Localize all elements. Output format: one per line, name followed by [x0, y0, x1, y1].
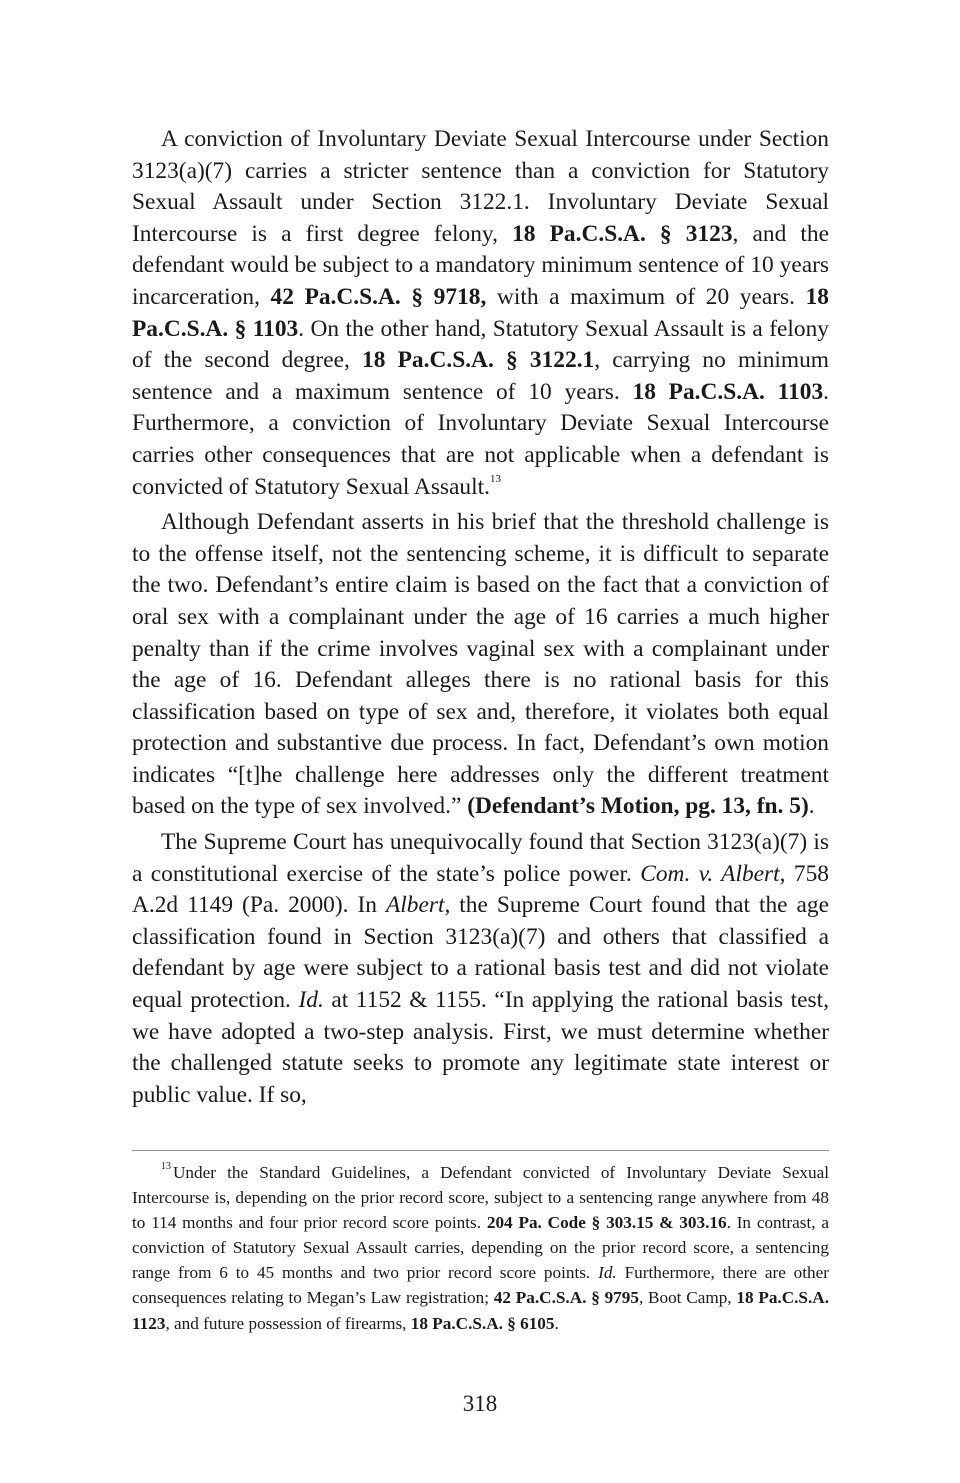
citation-bold: 18 Pa.C.S.A. 1123: [132, 1288, 829, 1333]
text-run: .: [554, 1313, 559, 1333]
paragraph-supreme-court: [132, 827, 829, 1111]
text-run: A conviction of Involuntary Deviate Sexual Intercourse under Section 3123(a)(7) carries a stricter sentence than a conviction for Statutory Sexual Assault under Section 3122.1. Involuntary Deviate Sexual Intercourse is a first degree felony,: [132, 126, 829, 247]
text-run: , Boot Camp,: [638, 1288, 737, 1308]
paragraph-sentencing-comparison: [132, 124, 829, 503]
text-run: Under the Standard Guidelines, a Defendant convicted of Involuntary Deviate Sexual Intercourse is, depending on the prior record score, subject to a sentencing range anywhere from 48 to 114 months and four prior record score points.: [132, 1163, 829, 1233]
citation-bold: 18 Pa.C.S.A. § 1103: [132, 283, 829, 342]
footnote-13: [132, 1160, 829, 1336]
footnote-divider: [132, 1150, 829, 1151]
case-name-italic: Id.: [298, 987, 324, 1014]
text-run: . On the other hand, Statutory Sexual Assault is a felony of the second degree,: [132, 315, 829, 374]
text-run: Furthermore, there are other consequences relating to Megan’s Law registration;: [132, 1263, 829, 1308]
text-run: with a maximum of 20 years.: [486, 283, 806, 310]
text-run: , 758 A.2d 1149 (Pa. 2000). In: [132, 860, 829, 919]
citation-bold: 18 Pa.C.S.A. § 3123: [512, 220, 733, 247]
case-name-italic: Id.: [598, 1263, 617, 1283]
main-text: [132, 124, 829, 1115]
text-run: . In contrast, a conviction of Statutory Sexual Assault carries, depending on the prior record score, a sentencing range from 6 to 45 months and two prior record score points.: [132, 1213, 829, 1283]
text-run: The Supreme Court has unequivocally found that Section 3123(a)(7) is a constitutional exercise of the state’s police power.: [132, 829, 829, 887]
case-name-italic: Albert: [385, 892, 445, 919]
citation-bold: 18 Pa.C.S.A. § 3122.1: [362, 347, 595, 374]
citation-bold: 42 Pa.C.S.A. § 9795: [493, 1288, 639, 1308]
text-run: .: [808, 793, 815, 820]
text-run: , the Supreme Court found that the age classification found in Section 3123(a)(7) and others that classified a defendant by age were subject to a rational basis test and did not violate equal protection.: [132, 892, 829, 1014]
citation-bold: 18 Pa.C.S.A. § 6105: [410, 1313, 555, 1333]
text-run: at 1152 & 1155. “In applying the rational basis test, we have adopted a two-step analysis. First, we must determine whether the challenged statute seeks to promote any legitimate state interest or public value. If so,: [132, 987, 829, 1108]
text-run: , and the defendant would be subject to a mandatory minimum sentence of 10 years incarceration,: [132, 220, 829, 310]
page-number: 318: [462, 1391, 498, 1416]
paragraph-threshold-challenge: [132, 507, 829, 823]
text-run: . Furthermore, a conviction of Involuntary Deviate Sexual Intercourse carries other consequences that are not applicable when a defendant is convicted of Statutory Sexual Assault.: [132, 378, 829, 500]
case-name-italic: Com. v. Albert: [640, 860, 780, 887]
citation-bold: (Defendant’s Motion, pg. 13, fn. 5): [467, 793, 809, 820]
text-run: , and future possession of firearms,: [165, 1313, 411, 1333]
text-run: Although Defendant asserts in his brief that the threshold challenge is to the offense itself, not the sentencing scheme, it is difficult to separate the two. Defendant’s entire claim is based on the fact that a conviction of oral sex with a complainant under the age of 16 carries a much higher penalty than if the crime involves vaginal sex with a complainant under the age of 16. Defendant alleges there is no rational basis for this classification based on type of sex and, therefore, it violates both equal protection and substantive due process. In fact, Defendant’s own motion indicates “[t]he challenge here addresses only the different treatment based on the type of sex involved.”: [132, 509, 829, 820]
text-run: , carrying no minimum sentence and a maximum sentence of 10 years.: [132, 347, 829, 405]
citation-bold: 18 Pa.C.S.A. 1103: [632, 378, 824, 405]
footnote-reference: 13: [489, 472, 501, 485]
footnote-number: 13: [161, 1161, 171, 1173]
citation-bold: 42 Pa.C.S.A. § 9718,: [270, 283, 487, 310]
footnote-text: [132, 1163, 829, 1333]
citation-bold: 204 Pa. Code § 303.15 & 303.16: [486, 1213, 727, 1233]
